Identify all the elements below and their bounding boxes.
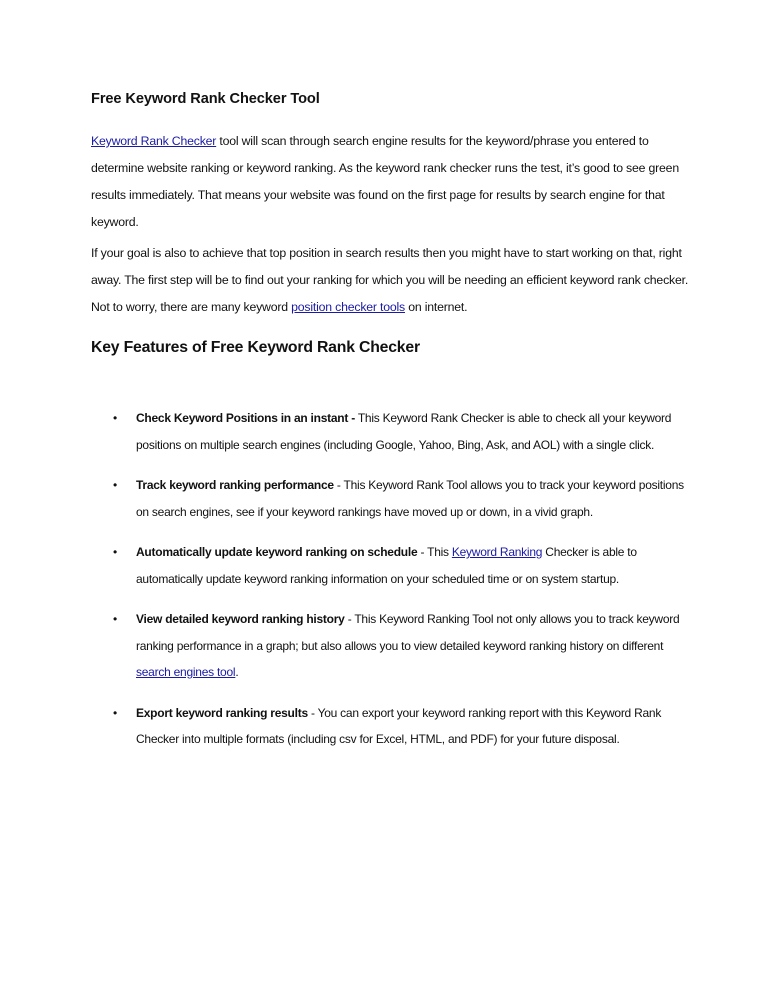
feature-heading: Track keyword ranking performance — [136, 478, 334, 492]
keyword-rank-checker-link[interactable]: Keyword Rank Checker — [91, 134, 217, 148]
features-list — [91, 405, 691, 767]
page-title: Free Keyword Rank Checker Tool — [91, 91, 320, 107]
list-item — [91, 539, 691, 592]
feature-text-after: . — [235, 665, 239, 679]
features-heading: Key Features of Free Keyword Rank Checker — [91, 339, 420, 356]
list-item — [91, 405, 691, 458]
feature-dash: - — [344, 612, 355, 626]
position-checker-tools-link[interactable]: position checker tools — [291, 300, 405, 314]
bullet-icon: • — [113, 411, 117, 425]
search-engines-tool-link[interactable]: search engines tool — [136, 665, 236, 679]
list-item — [91, 472, 691, 525]
keyword-ranking-link[interactable]: Keyword Ranking — [451, 545, 543, 559]
feature-text-after: Checker is able to automatically update keyword ranking information on your scheduled time or on system startup. — [136, 545, 637, 586]
feature-text: This Keyword Rank Tool allows you to track your keyword positions on search engines, see if your keyword rankings have moved up or down, in a vivid graph. — [136, 478, 684, 519]
goal-text-before: If your goal is also to achieve that top position in search results then you might have to start working on that, right away. The first step will be to find out your ranking for which you will be needing an efficient keyword rank checker. Not to worry, there are many keyword — [91, 246, 689, 314]
intro-paragraph — [91, 128, 691, 236]
feature-text-before: This — [427, 545, 452, 559]
list-item — [91, 606, 691, 686]
feature-text: You can export your keyword ranking report with this Keyword Rank Checker into multiple formats (including csv for Excel, HTML, and PDF) for your future disposal. — [136, 705, 662, 746]
bullet-icon: • — [113, 612, 117, 626]
bullet-icon: • — [113, 478, 117, 492]
feature-dash: - — [307, 705, 318, 720]
feature-heading: View detailed keyword ranking history — [136, 612, 345, 626]
feature-heading: Check Keyword Positions in an instant - — [136, 411, 355, 425]
intro-text: tool will scan through search engine results for the keyword/phrase you entered to determine website ranking or keyword ranking. As the keyword rank checker runs the test, it’s good to see green results immediately. That means your website was found on the first page for results by search engine for that keyword. — [91, 134, 679, 229]
bullet-icon: • — [113, 545, 117, 559]
feature-heading: Export keyword ranking results — [136, 705, 308, 720]
goal-paragraph — [91, 240, 691, 321]
goal-text-after: on internet. — [405, 300, 468, 314]
feature-dash: - — [333, 478, 344, 492]
feature-text-before: This Keyword Ranking Tool not only allows you to track keyword ranking performance in a graph; but also allows you to view detailed keyword ranking history on different — [136, 612, 680, 653]
bullet-icon: • — [113, 705, 117, 720]
feature-dash: - — [417, 545, 428, 559]
feature-heading: Automatically update keyword ranking on schedule — [136, 545, 418, 559]
feature-text: This Keyword Rank Checker is able to check all your keyword positions on multiple search engines (including Google, Yahoo, Bing, Ask, and AOL) with a single click. — [136, 411, 672, 452]
list-item — [91, 700, 691, 753]
